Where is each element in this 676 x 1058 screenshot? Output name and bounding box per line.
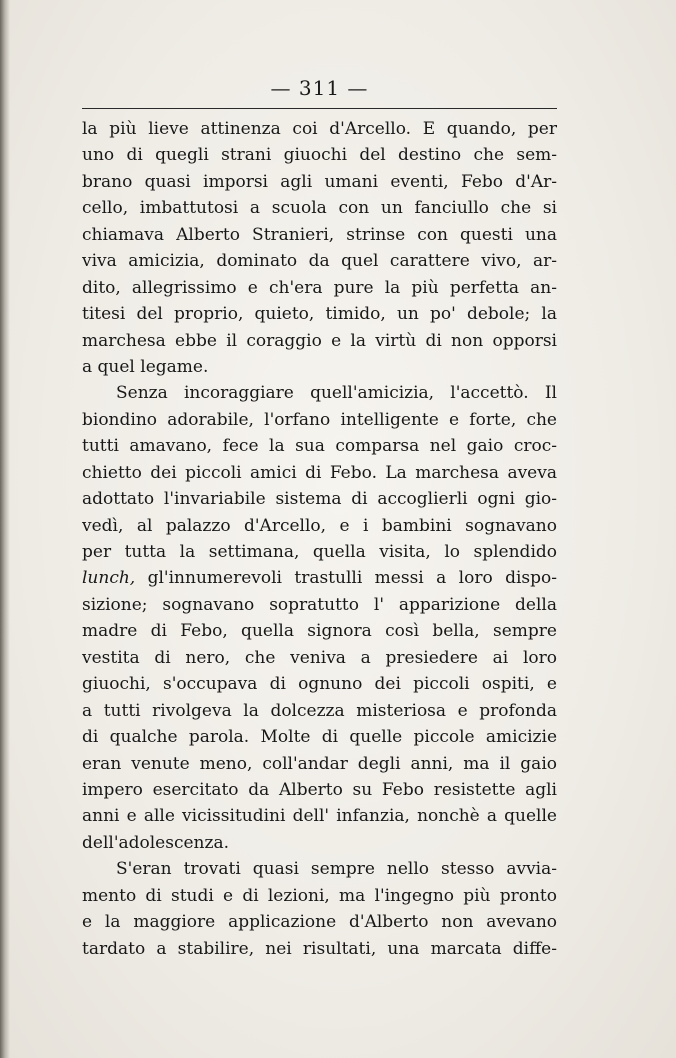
text-line: a tutti rivolgeva la dolcezza misteriosa e profonda xyxy=(82,700,557,721)
text-line: giuochi, s'occupava di ognuno dei piccoli ospiti, e xyxy=(82,674,557,695)
page-spine-shadow xyxy=(0,0,10,1058)
text-line: vestita di nero, che veniva a presiedere ai loro xyxy=(82,647,557,668)
text-line: mento di studi e di lezioni, ma l'ingegno più pronto xyxy=(82,885,557,906)
text-line: dito, allegrissimo e ch'era pure la più perfetta an- xyxy=(82,277,557,298)
text-line: la più lieve attinenza coi d'Arcello. E quando, per xyxy=(82,119,557,139)
text-line: chiamava Alberto Stranieri, strinse con questi una xyxy=(82,224,557,245)
text-line: tutti amavano, fece la sua comparsa nel gaio croc- xyxy=(82,436,557,457)
page-number: — 311 — xyxy=(270,76,369,100)
text-line: e la maggiore applicazione d'Alberto non avevano xyxy=(82,912,557,933)
text-line: adottato l'invariabile sistema di accoglierli ogni gio- xyxy=(82,489,557,510)
text-line: brano quasi imporsi agli umani eventi, Febo d'Ar- xyxy=(82,171,557,192)
line-remainder: gl'innumerevoli trastulli messi a loro dispo- xyxy=(135,568,557,589)
text-line: viva amicizia, dominato da quel carattere vivo, ar- xyxy=(82,251,557,272)
text-line: impero esercitato da Alberto su Febo resistette agli xyxy=(82,779,557,800)
text-line: tardato a stabilire, nei risultati, una marcata diffe- xyxy=(82,938,557,959)
text-line: chietto dei piccoli amici di Febo. La marchesa aveva xyxy=(82,462,557,483)
text-line: cello, imbattutosi a scuola con un fanciullo che si xyxy=(82,198,557,219)
text-line: titesi del proprio, quieto, timido, un po' debole; la xyxy=(82,304,557,325)
text-line: biondino adorabile, l'orfano intelligente e forte, che xyxy=(82,409,557,430)
text-line: eran venute meno, coll'andar degli anni, ma il gaio xyxy=(82,753,557,774)
header-rule xyxy=(82,108,557,109)
text-line: uno di quegli strani giuochi del destino che sem- xyxy=(82,145,557,166)
paragraph-end-line: dell'adolescenza. xyxy=(82,832,229,853)
paragraph-first-line: Senza incoraggiare quell'amicizia, l'accettò. Il xyxy=(116,383,557,404)
text-line-with-italic xyxy=(82,565,557,591)
text-line: per tutta la settimana, quella visita, lo splendido xyxy=(82,542,557,562)
body-text xyxy=(82,116,557,962)
paragraph-first-line: S'eran trovati quasi sempre nello stesso avvia- xyxy=(116,859,557,880)
text-line: marchesa ebbe il coraggio e la virtù di non opporsi xyxy=(82,330,557,351)
italic-word: lunch, xyxy=(82,568,136,589)
text-line: sizione; sognavano sopratutto l' apparizione della xyxy=(82,594,557,615)
text-line: vedì, al palazzo d'Arcello, e i bambini sognavano xyxy=(82,515,557,536)
text-line: anni e alle vicissitudini dell' infanzia, nonchè a quelle xyxy=(82,806,557,827)
page-header xyxy=(82,72,557,108)
paragraph-end-line: a quel legame. xyxy=(82,356,209,377)
text-line: madre di Febo, quella signora così bella, sempre xyxy=(82,621,557,642)
text-line: di qualche parola. Molte di quelle piccole amicizie xyxy=(82,727,557,748)
